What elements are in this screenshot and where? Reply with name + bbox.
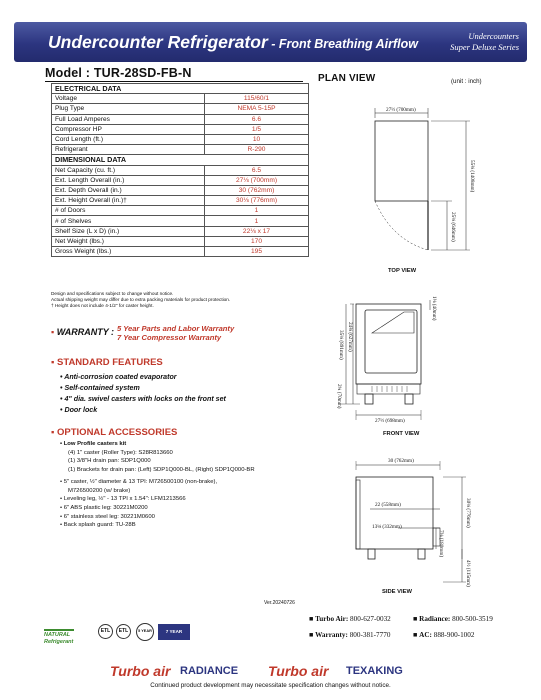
top-view-label: TOP VIEW — [388, 268, 417, 274]
feature-text: Anti-corrosion coated evaporator — [64, 373, 177, 381]
feature-text: Self-contained system — [64, 384, 140, 392]
front-view-body — [356, 304, 421, 384]
contact-brand: Radiance: — [419, 615, 451, 623]
spec-label: Net Capacity (cu. ft.) — [52, 165, 205, 175]
spec-label: Cord Length (ft.) — [52, 134, 205, 144]
label-top-depth: 55⅝ (1408mm) — [469, 160, 475, 193]
spec-value: 1 — [205, 206, 309, 216]
spec-label: Gross Weight (lbs.) — [52, 247, 205, 257]
fine-line: Design and specifications subject to change without notice. — [51, 291, 174, 296]
contact-radiance: ■ Radiance: 800-500-3519 — [413, 615, 493, 623]
accessories-title-text: OPTIONAL ACCESSORIES — [57, 427, 178, 438]
label-side-caster: 4½ (115mm) — [465, 560, 471, 587]
label-side-depth: 30 (762mm) — [388, 458, 414, 464]
accessory-item: • Leveling leg, ½" - 13 TPI x 1.54": LFM1213566 — [60, 496, 186, 503]
warranty-label-text: WARRANTY : — [56, 327, 115, 337]
accessory-head: • Low Profile casters kit — [60, 441, 127, 447]
contact-phone: 800-500-3519 — [452, 615, 493, 623]
contact-ac: ■ AC: 888-900-1002 — [413, 631, 475, 639]
spec-label: Ext. Height Overall (in.)† — [52, 196, 205, 206]
spec-label: Full Load Amperes — [52, 114, 205, 124]
label-side-inner: 22 (558mm) — [375, 502, 401, 508]
etl-sanitation-text: ETL — [118, 628, 129, 634]
accessory-text: 6" stainless steel leg: 30221M0600 — [63, 513, 155, 520]
accessory-kit-line: (4) 1" caster (Roller Type): S28R813660 — [68, 449, 173, 456]
spec-value: 27⅛ (700mm) — [205, 175, 309, 185]
front-view-door — [365, 310, 417, 373]
top-view-body — [375, 121, 428, 201]
door-swing-arc — [375, 201, 428, 250]
label-front-legs: 2¾ (70mm) — [336, 384, 342, 409]
brand-turbo-air: Turbo air — [110, 663, 171, 679]
accessory-text: 5" caster, ½" diameter & 13 TPI: M726500100 (non-brake), — [63, 478, 218, 485]
label-side-shelf: 13⅛ (332mm) — [372, 524, 402, 530]
spec-value: 170 — [205, 236, 309, 246]
footer-note: Continued product development may necessitate specification changes without notice. — [150, 682, 391, 689]
contact-phone: 800-627-0032 — [350, 615, 391, 623]
plan-view-title: PLAN VIEW — [318, 73, 376, 84]
fine-line: † Height does not include 4-1/2" for caster height. — [51, 303, 154, 308]
side-view-body — [356, 477, 433, 549]
seven-year-text: 7 YEAR — [165, 629, 183, 634]
warranty-label: ▪ WARRANTY : — [51, 327, 115, 337]
spec-value: 6.6 — [205, 114, 309, 124]
accessory-text: Leveling leg, ½" - 13 TPI x 1.54": LFM1213566 — [63, 496, 186, 503]
spec-label: # of Doors — [52, 206, 205, 216]
spec-label: Ext. Length Overall (in.) — [52, 175, 205, 185]
front-view-label: FRONT VIEW — [383, 431, 420, 437]
series-line-1: Undercounters — [468, 31, 519, 41]
spec-value: 195 — [205, 247, 309, 257]
spec-label: Ext. Depth Overall (in.) — [52, 185, 205, 195]
feature-text: 4" dia. swivel casters with locks on the front set — [64, 395, 226, 403]
accessory-item: • 5" caster, ½" diameter & 13 TPI: M726500100 (non-brake), — [60, 478, 218, 485]
contact-brand: Warranty: — [315, 631, 348, 639]
etl-badge — [98, 624, 113, 639]
feature-item: • Door lock — [60, 406, 98, 414]
spec-label: Net Weight (lbs.) — [52, 236, 205, 246]
accessory-item-cont: M726500200 (w/ brake) — [68, 487, 131, 494]
spec-label: Shelf Size (L x D) (in.) — [52, 226, 205, 236]
model-number: Model : TUR-28SD-FB-N — [45, 66, 192, 80]
spec-section-title: ELECTRICAL DATA — [52, 84, 309, 94]
spec-label: Plug Type — [52, 104, 205, 114]
feature-item: • 4" dia. swivel casters with locks on the front set — [60, 395, 226, 403]
spec-value: 30 (762mm) — [205, 185, 309, 195]
brand-turbo-air-2: Turbo air — [268, 663, 329, 679]
label-side-height: 30⅛ (776mm) — [465, 498, 471, 528]
contact-turbo-air: ■ Turbo Air: 800-627-0032 — [309, 615, 391, 623]
front-grille — [372, 386, 407, 392]
label-front-body: 24⅝ (627mm) — [347, 322, 353, 352]
feature-item: • Anti-corrosion coated evaporator — [60, 373, 177, 381]
contact-brand: AC: — [419, 631, 432, 639]
accessory-item: • 6" stainless steel leg: 30221M0600 — [60, 513, 155, 520]
warranty-line: 5 Year Parts and Labor Warranty — [117, 324, 235, 333]
spec-value: 10 — [205, 134, 309, 144]
title-main: Undercounter Refrigerator — [48, 32, 268, 52]
features-title-text: STANDARD FEATURES — [57, 357, 163, 368]
contact-brand: Turbo Air: — [315, 615, 349, 623]
accessory-kit-line: (1) 3/8"H drain pan: SDP1Q000 — [68, 458, 151, 465]
accessory-text: Back splash guard: TU-28B — [63, 522, 136, 529]
etl-sanitation-badge — [116, 624, 131, 639]
warranty-line: 7 Year Compressor Warranty — [117, 333, 222, 342]
contact-phone: 888-900-1002 — [433, 631, 475, 639]
natural-refrigerant-text: NATURAL Refrigerant — [44, 632, 74, 645]
version-label: Ver.20240726 — [264, 600, 295, 606]
label-front-top: 1⅛ (40mm) — [431, 296, 437, 321]
label-front-width: 27½ (698mm) — [375, 418, 405, 424]
seven-year-badge — [158, 624, 190, 640]
spec-value: 115/60/1 — [205, 94, 309, 104]
five-year-badge — [136, 623, 154, 641]
spec-label: # of Shelves — [52, 216, 205, 226]
accessory-item: • 6" ABS plastic leg: 30221M0200 — [60, 504, 148, 511]
feature-item: • Self-contained system — [60, 384, 140, 392]
title-sub: - Front Breathing Airflow — [267, 37, 418, 51]
spec-value: 6.5 — [205, 165, 309, 175]
contact-warranty: ■ Warranty: 800-381-7770 — [309, 631, 391, 639]
brand-texaking: TEXAKING — [346, 665, 403, 677]
natural-refrigerant-badge — [44, 629, 92, 646]
brand-radiance: RADIANCE — [180, 665, 239, 677]
spec-section-title: DIMENSIONAL DATA — [52, 155, 309, 165]
label-top-door: 25⅛ (646mm) — [450, 212, 456, 242]
spec-label: Compressor HP — [52, 124, 205, 134]
spec-value: 1/5 — [205, 124, 309, 134]
label-front-height: 35⅛ (891mm) — [338, 330, 344, 360]
side-view-label: SIDE VIEW — [382, 589, 412, 595]
accessories-title: ▪ OPTIONAL ACCESSORIES — [51, 427, 178, 438]
contact-phone: 800-381-7770 — [349, 631, 391, 639]
spec-value: NEMA 5-15P — [205, 104, 309, 114]
accessory-text: 6" ABS plastic leg: 30221M0200 — [63, 504, 148, 511]
spec-value: 30⅛ (776mm) — [205, 196, 309, 206]
spec-label: Refrigerant — [52, 145, 205, 155]
accessory-head-text: Low Profile casters kit — [63, 441, 127, 447]
unit-label: (unit : inch) — [451, 78, 482, 85]
features-title: ▪ STANDARD FEATURES — [51, 357, 163, 368]
label-top-width: 27½ (700mm) — [386, 107, 416, 113]
feature-text: Door lock — [64, 406, 98, 414]
spec-value: 1 — [205, 216, 309, 226]
etl-text: ETL — [100, 628, 111, 634]
accessory-kit-line: (1) Brackets for drain pan: (Left) SDP1Q000-BL, (Right) SDP1Q000-BR — [68, 467, 255, 474]
accessory-item: • Back splash guard: TU-28B — [60, 522, 136, 529]
label-side-h1: 7⅛ (180mm) — [438, 530, 444, 558]
spec-value: R-290 — [205, 145, 309, 155]
series-line-2: Super Deluxe Series — [450, 42, 519, 52]
five-year-text: 5 YEAR — [138, 629, 152, 633]
fine-line: Actual shipping weight may differ due to extra packing materials for product protection. — [51, 297, 231, 302]
spec-value: 22⅛ x 17 — [205, 226, 309, 236]
spec-label: Voltage — [52, 94, 205, 104]
